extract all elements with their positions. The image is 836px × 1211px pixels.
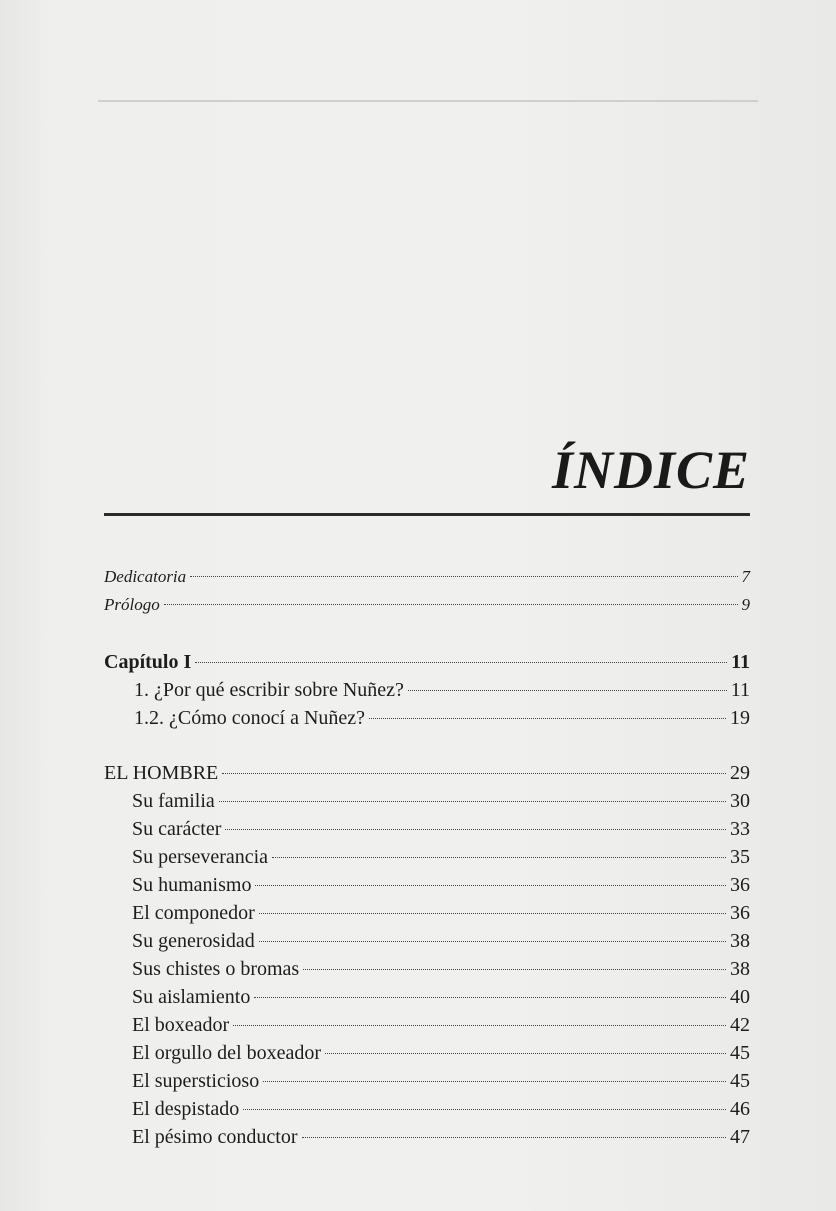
toc-entry-page-number: 46 bbox=[730, 1098, 750, 1120]
toc-entry-page-number: 38 bbox=[730, 930, 750, 952]
dot-leader bbox=[302, 1137, 726, 1138]
dot-leader bbox=[303, 969, 726, 970]
toc-entry-page-number: 11 bbox=[731, 651, 750, 673]
toc-entry-label: Su humanismo bbox=[132, 874, 252, 896]
toc-entry-label: Dedicatoria bbox=[104, 567, 187, 586]
dot-leader bbox=[219, 801, 726, 802]
toc-entry bbox=[132, 1095, 750, 1123]
toc-entry bbox=[132, 1067, 750, 1095]
toc-entry-page-number: 19 bbox=[730, 707, 750, 729]
toc-entry bbox=[104, 563, 750, 591]
toc-entry-page-number: 42 bbox=[730, 1014, 750, 1036]
toc-entry bbox=[132, 1011, 750, 1039]
toc-entry-page-number: 45 bbox=[730, 1070, 750, 1092]
dot-leader bbox=[259, 941, 726, 942]
toc-entry-label: El despistado bbox=[132, 1098, 240, 1120]
dot-leader bbox=[255, 885, 726, 886]
toc-entry-label: Su familia bbox=[132, 790, 215, 812]
dot-leader bbox=[195, 662, 727, 663]
toc-entry-label: Capítulo I bbox=[104, 651, 192, 673]
toc-entry bbox=[104, 759, 750, 787]
toc-entry bbox=[132, 955, 750, 983]
toc-entry-page-number: 30 bbox=[730, 790, 750, 812]
toc-entry-page-number: 45 bbox=[730, 1042, 750, 1064]
toc-entry-page-number: 36 bbox=[730, 902, 750, 924]
dot-leader bbox=[225, 829, 726, 830]
toc-entry-page-number: 35 bbox=[730, 846, 750, 868]
toc-entry bbox=[132, 1039, 750, 1067]
dot-leader bbox=[259, 913, 726, 914]
toc-entry bbox=[132, 871, 750, 899]
toc-entry-label: El orgullo del boxeador bbox=[132, 1042, 322, 1064]
dot-leader bbox=[164, 604, 738, 605]
toc-entry bbox=[132, 843, 750, 871]
dot-leader bbox=[233, 1025, 726, 1026]
toc-entry-label: 1.2. ¿Cómo conocí a Nuñez? bbox=[134, 707, 366, 729]
toc-entry bbox=[134, 676, 750, 704]
toc-entry bbox=[134, 704, 750, 732]
toc-entry-page-number: 38 bbox=[730, 958, 750, 980]
dot-leader bbox=[272, 857, 726, 858]
dot-leader bbox=[254, 997, 726, 998]
toc-entry bbox=[132, 815, 750, 843]
dot-leader bbox=[243, 1109, 726, 1110]
toc-entry bbox=[132, 983, 750, 1011]
toc-entry-label: Su perseverancia bbox=[132, 846, 269, 868]
toc-entry bbox=[132, 787, 750, 815]
dot-leader bbox=[263, 1081, 726, 1082]
dot-leader bbox=[190, 576, 737, 577]
toc-entry-page-number: 47 bbox=[730, 1126, 750, 1148]
toc-entry-page-number: 40 bbox=[730, 986, 750, 1008]
toc-entry-label: El componedor bbox=[132, 902, 255, 924]
dot-leader bbox=[222, 773, 726, 774]
toc-entry-label: Su generosidad bbox=[132, 930, 255, 952]
toc-entry-label: EL HOMBRE bbox=[104, 762, 219, 784]
toc-entry-page-number: 36 bbox=[730, 874, 750, 896]
toc-entry bbox=[132, 899, 750, 927]
toc-entry bbox=[104, 591, 750, 619]
show-through-header-rule bbox=[98, 100, 758, 102]
toc-entry-page-number: 9 bbox=[741, 595, 750, 614]
toc-entry bbox=[132, 1123, 750, 1151]
title-divider bbox=[104, 513, 750, 516]
toc-entry-label: Prólogo bbox=[104, 595, 160, 614]
page-title: ÍNDICE bbox=[551, 440, 750, 500]
toc-entry-page-number: 29 bbox=[730, 762, 750, 784]
toc-entry-page-number: 7 bbox=[741, 567, 750, 586]
toc-entry-label: 1. ¿Por qué escribir sobre Nuñez? bbox=[134, 679, 404, 701]
toc-entry-label: Sus chistes o bromas bbox=[132, 958, 300, 980]
toc-entry-label: Su carácter bbox=[132, 818, 222, 840]
toc-entry-label: El boxeador bbox=[132, 1014, 230, 1036]
dot-leader bbox=[408, 690, 727, 691]
toc-entry-label: Su aislamiento bbox=[132, 986, 251, 1008]
toc-entry-page-number: 33 bbox=[730, 818, 750, 840]
toc-entry-label: El pésimo conductor bbox=[132, 1126, 298, 1148]
toc-entry-label: El supersticioso bbox=[132, 1070, 260, 1092]
toc-entry bbox=[132, 927, 750, 955]
toc-entry-page-number: 11 bbox=[730, 679, 750, 701]
dot-leader bbox=[325, 1053, 726, 1054]
toc-entry bbox=[104, 648, 750, 676]
dot-leader bbox=[369, 718, 726, 719]
